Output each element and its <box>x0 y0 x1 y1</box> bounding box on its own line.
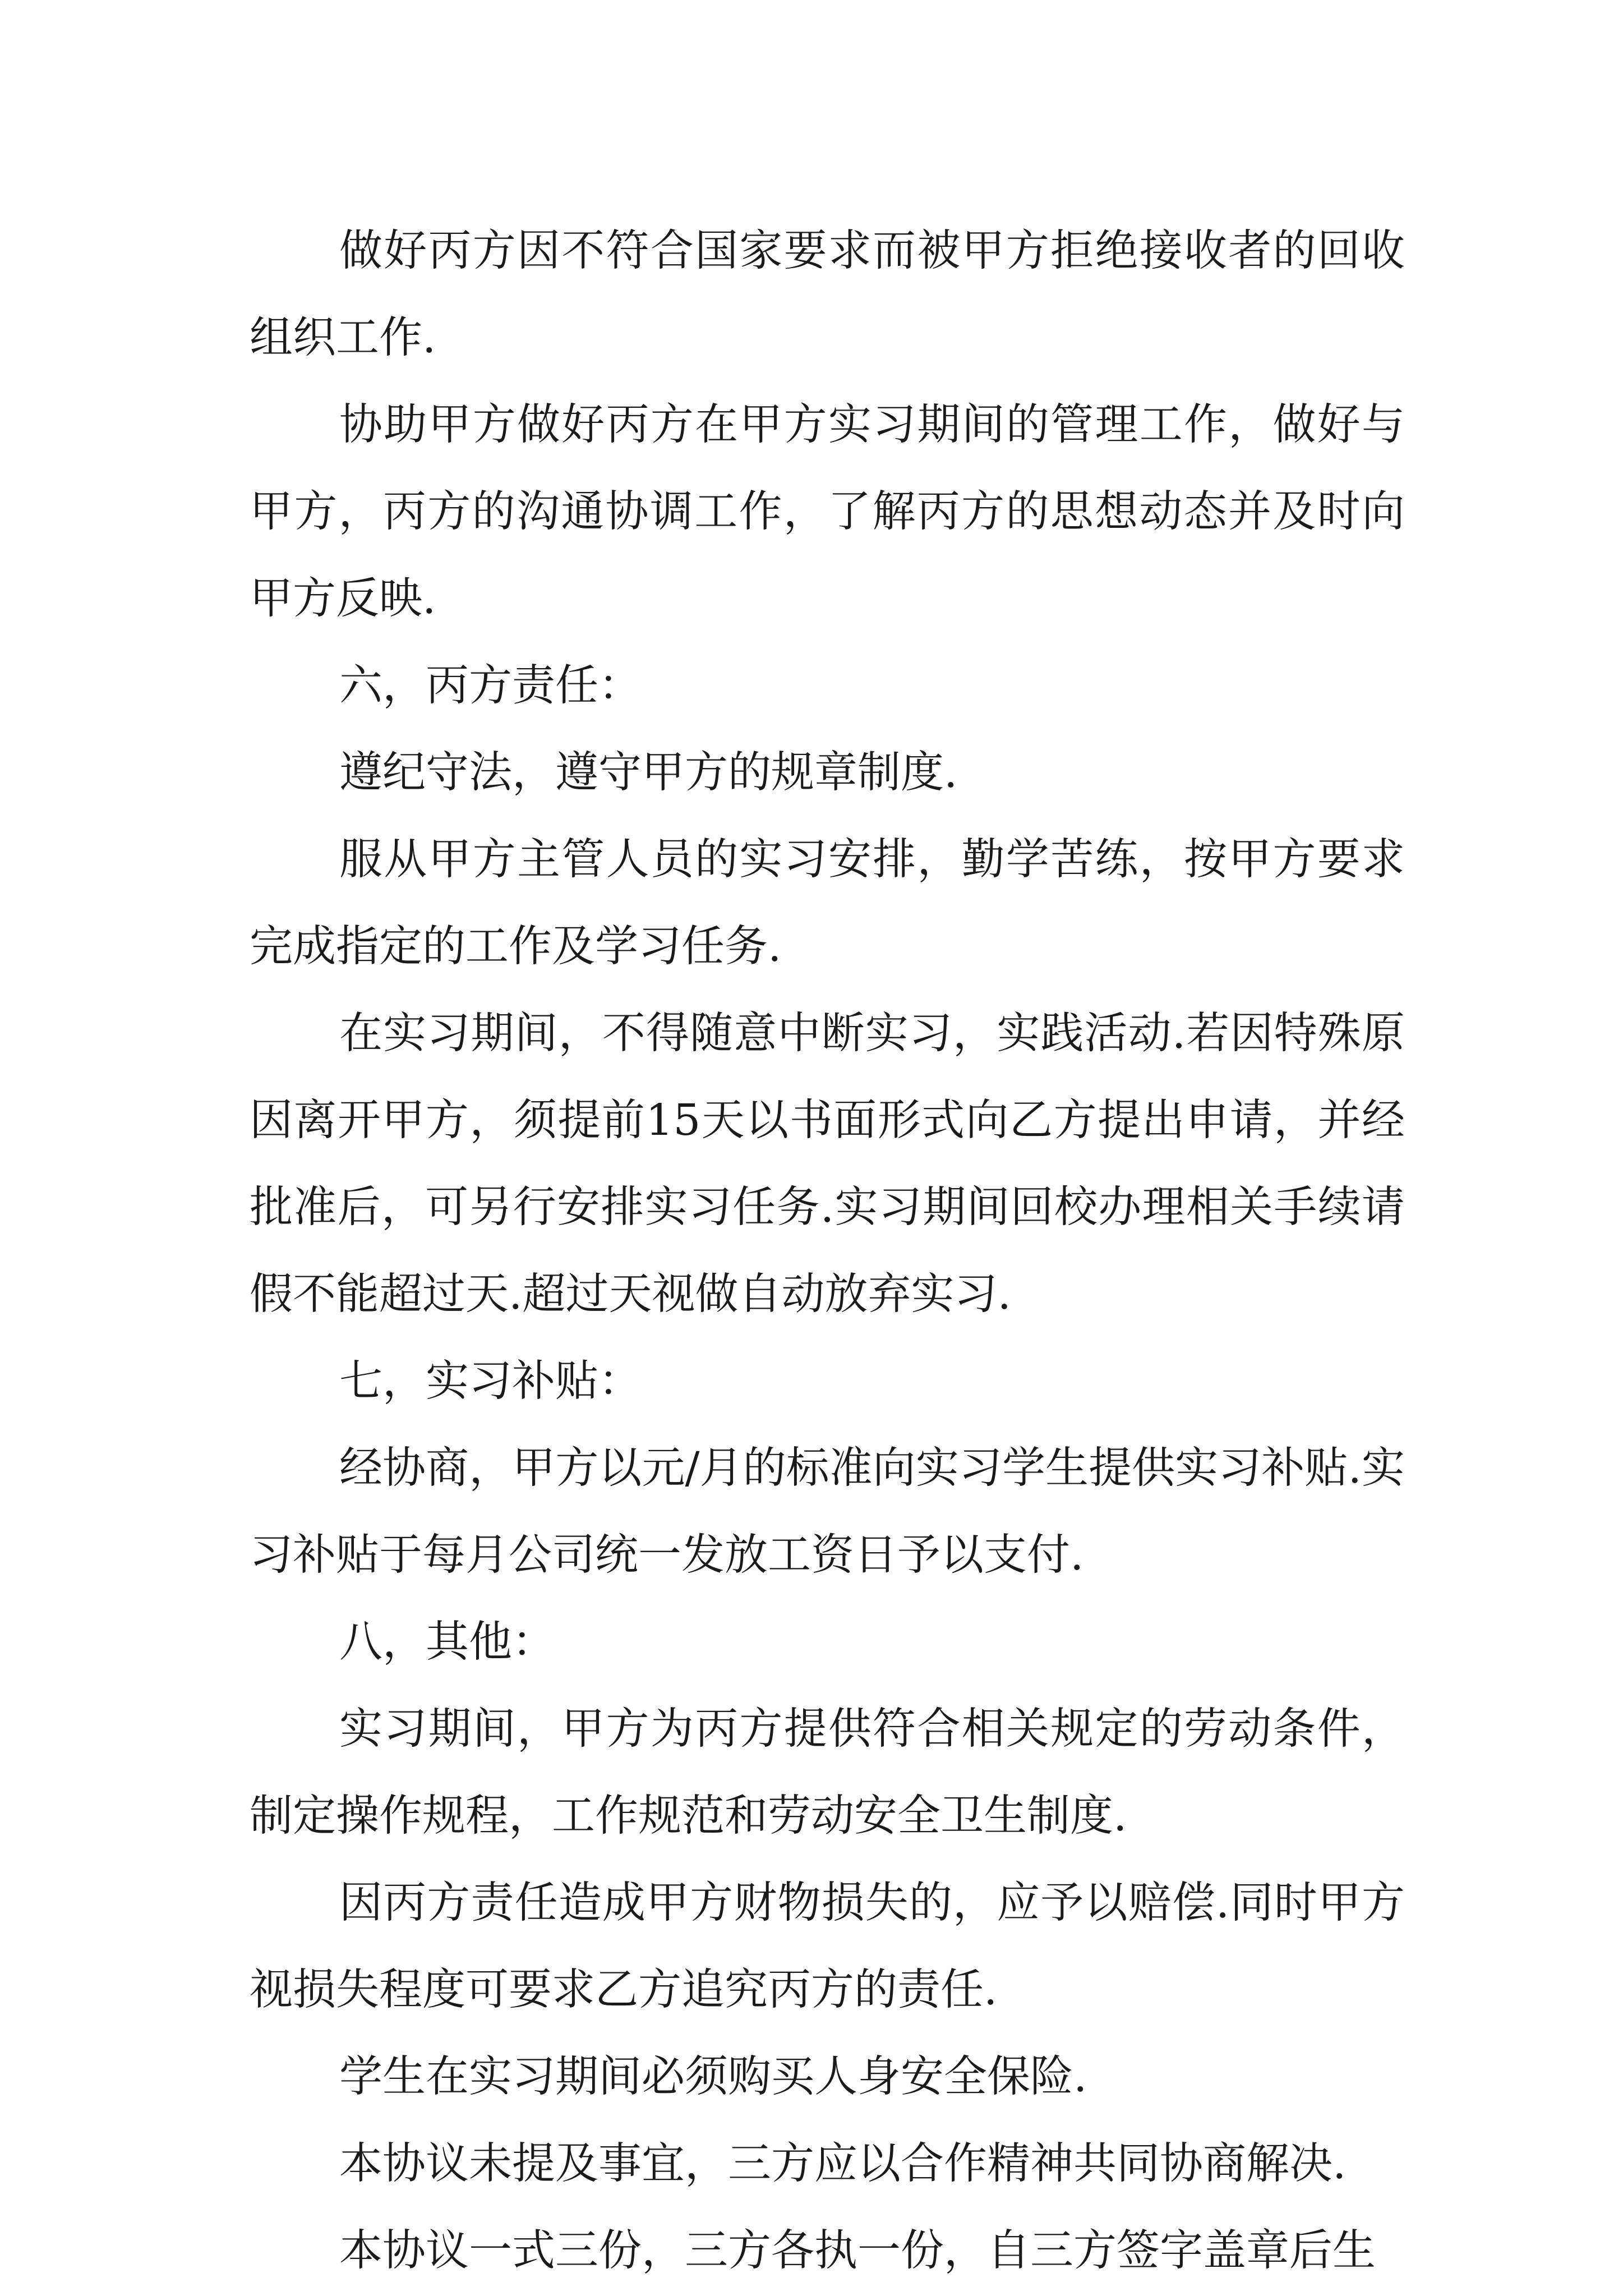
section-heading-other: 八，其他： <box>339 1617 555 1667</box>
document-body <box>250 208 1405 2294</box>
paragraph-labor-conditions: 实习期间，甲方为丙方提供符合相关规定的劳动条件，制定操作规程，工作规范和劳动安全卫生制度. <box>250 1704 1405 1841</box>
paragraph-compensation: 因丙方责任造成甲方财物损失的，应予以赔偿.同时甲方视损失程度可要求乙方追究丙方的责任. <box>250 1878 1405 2015</box>
paragraph-copies: 本协议一式三份，三方各执一份，自三方签字盖章后生 <box>339 2226 1376 2276</box>
paragraph-follow-arrangements: 服从甲方主管人员的实习安排，勤学苦练，按甲方要求完成指定的工作及学习任务. <box>250 835 1405 972</box>
paragraph-subsidy-terms: 经协商，甲方以元/月的标准向实习学生提供实习补贴.实习补贴于每月公司统一发放工资日予以支付. <box>250 1443 1405 1580</box>
paragraph-insurance: 学生在实习期间必须购买人身安全保险. <box>339 2052 1087 2102</box>
section-heading-party-c-duties: 六，丙方责任： <box>339 661 642 711</box>
paragraph-unmentioned-matters: 本协议未提及事宜，三方应以合作精神共同协商解决. <box>339 2139 1347 2189</box>
paragraph-rejected-student-recall: 做好丙方因不符合国家要求而被甲方拒绝接收者的回收组织工作. <box>250 226 1405 363</box>
section-heading-internship-subsidy: 七，实习补贴： <box>339 1356 642 1406</box>
paragraph-assist-management: 协助甲方做好丙方在甲方实习期间的管理工作，做好与甲方，丙方的沟通协调工作，了解丙方的思想动态并及时向甲方反映. <box>250 400 1405 624</box>
paragraph-no-interruption: 在实习期间，不得随意中断实习，实践活动.若因特殊原因离开甲方，须提前15天以书面形式向乙方提出申请，并经批准后，可另行安排实习任务.实习期间回校办理相关手续请假不能超过天.超过天视做自动放弃实习. <box>250 1009 1405 1319</box>
paragraph-obey-law: 遵纪守法，遵守甲方的规章制度. <box>339 748 958 798</box>
